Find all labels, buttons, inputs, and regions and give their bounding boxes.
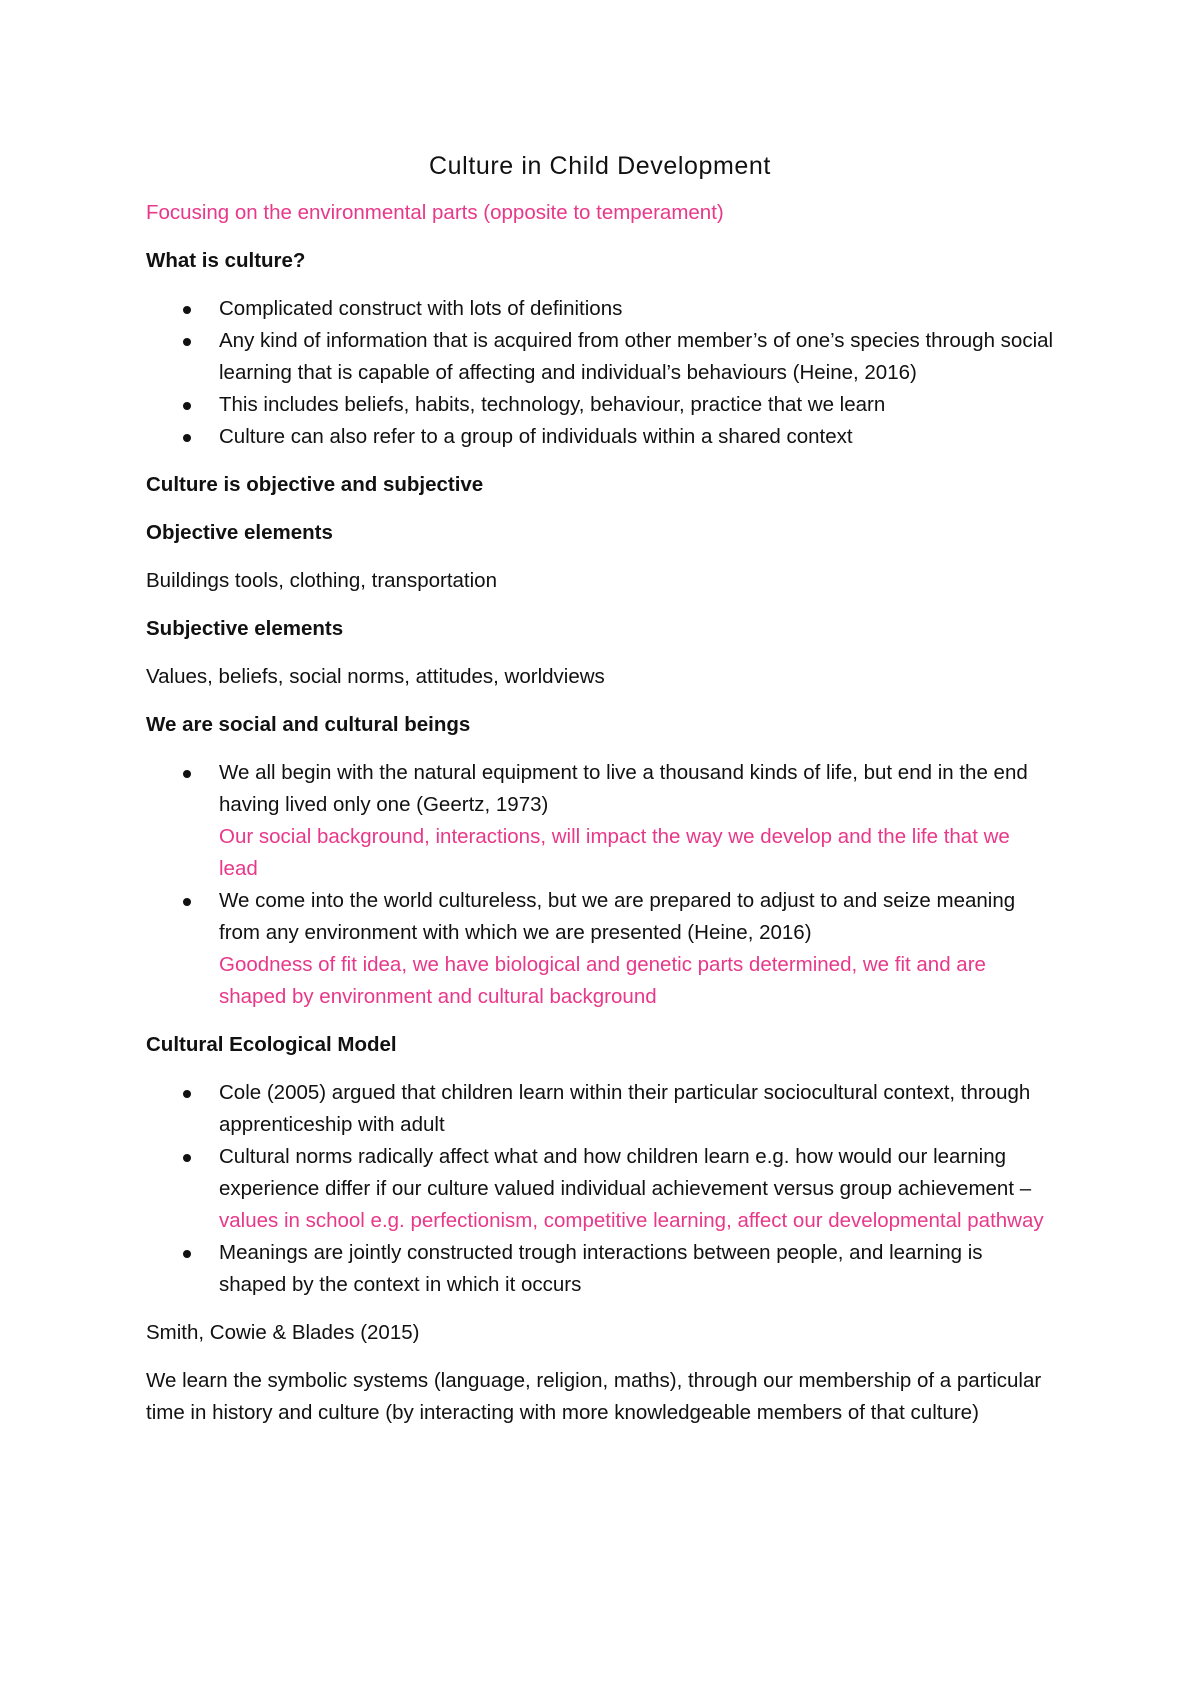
- heading-objective-elements: Objective elements: [146, 521, 333, 544]
- list-item-note: Goodness of fit idea, we have biological and genetic parts determined, we fit and are shaped by environment and cultural background: [219, 953, 986, 1008]
- list-item-text: This includes beliefs, habits, technology, behaviour, practice that we learn: [219, 393, 886, 416]
- list-item-text: Cole (2005) argued that children learn within their particular sociocultural context, through apprenticeship with adult: [219, 1081, 1031, 1136]
- closing-paragraph: We learn the symbolic systems (language, religion, maths), through our membership of a particular time in history and culture (by interacting with more knowledgeable members of that culture): [146, 1369, 1042, 1424]
- bullet-icon: [183, 434, 191, 442]
- bullet-icon: [183, 1090, 191, 1098]
- bullet-icon: [183, 338, 191, 346]
- bullet-icon: [183, 1154, 191, 1162]
- list-item-text: Any kind of information that is acquired from other member’s of one’s species through social learning that is capable of affecting and individual’s behaviours (Heine, 2016): [219, 329, 1054, 384]
- heading-objective-subjective: Culture is objective and subjective: [146, 473, 484, 496]
- list-item: [146, 421, 1054, 453]
- list-item-text: Cultural norms radically affect what and how children learn e.g. how would our learning experience differ if our culture valued individual achievement versus group achievement –: [219, 1145, 1032, 1200]
- bullet-icon: [183, 898, 191, 906]
- list-item: [146, 389, 1054, 421]
- list-item-text: We come into the world cultureless, but we are prepared to adjust to and seize meaning from any environment with which we are presented (Heine, 2016): [219, 889, 1016, 944]
- list-item: [146, 325, 1054, 389]
- list-item: [146, 885, 1054, 1013]
- subjective-elements-text: Values, beliefs, social norms, attitudes, worldviews: [146, 665, 605, 688]
- list-item: [146, 293, 1054, 325]
- list-item-text: Meanings are jointly constructed trough interactions between people, and learning is shaped by the context in which it occurs: [219, 1241, 983, 1296]
- list-item: [146, 757, 1054, 885]
- list-item-text: We all begin with the natural equipment to live a thousand kinds of life, but end in the end having lived only one (Geertz, 1973): [219, 761, 1028, 816]
- page-title: Culture in Child Development: [429, 152, 771, 180]
- citation-text: Smith, Cowie & Blades (2015): [146, 1321, 420, 1344]
- bullet-icon: [183, 306, 191, 314]
- list-item: [146, 1237, 1054, 1301]
- social-beings-list: [146, 757, 1054, 1013]
- intro-note: Focusing on the environmental parts (opposite to temperament): [146, 201, 724, 224]
- list-item-note: values in school e.g. perfectionism, competitive learning, affect our developmental pathway: [219, 1209, 1044, 1232]
- list-item: [146, 1077, 1054, 1141]
- heading-cultural-ecological-model: Cultural Ecological Model: [146, 1033, 397, 1056]
- bullet-icon: [183, 402, 191, 410]
- heading-subjective-elements: Subjective elements: [146, 617, 344, 640]
- objective-elements-text: Buildings tools, clothing, transportation: [146, 569, 497, 592]
- heading-social-cultural-beings: We are social and cultural beings: [146, 713, 471, 736]
- bullet-icon: [183, 1250, 191, 1258]
- list-item-note: Our social background, interactions, will impact the way we develop and the life that we lead: [219, 825, 1010, 880]
- heading-what-is-culture: What is culture?: [146, 249, 306, 272]
- list-item: [146, 1141, 1054, 1237]
- list-item-text: Culture can also refer to a group of individuals within a shared context: [219, 425, 853, 448]
- culture-definition-list: [146, 293, 1054, 453]
- ecological-model-list: [146, 1077, 1054, 1301]
- list-item-text: Complicated construct with lots of definitions: [219, 297, 623, 320]
- bullet-icon: [183, 770, 191, 778]
